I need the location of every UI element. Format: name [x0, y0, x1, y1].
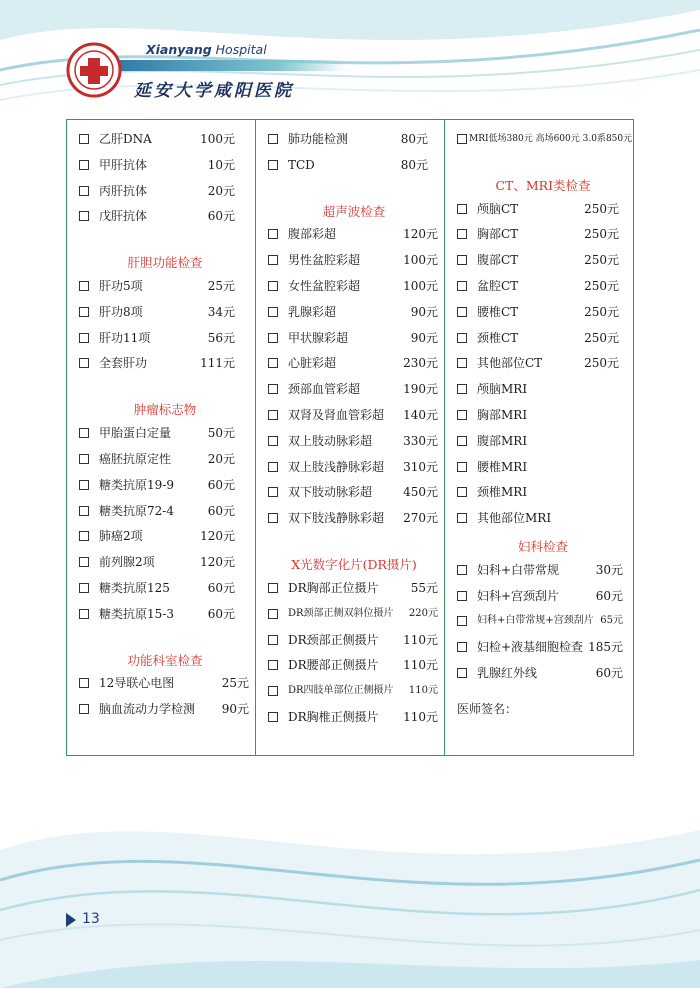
item-price: 250元: [584, 279, 619, 294]
item-price: 250元: [584, 304, 619, 319]
item-price: 90元: [221, 702, 249, 717]
item-name: 甲肝抗体: [99, 157, 148, 172]
checkbox-icon[interactable]: [268, 229, 278, 239]
checkbox-icon[interactable]: [268, 487, 278, 497]
section-title: X光数字化片(DR摄片): [291, 557, 417, 573]
item-price: 90元: [410, 304, 438, 319]
item-price: 450元: [403, 485, 438, 500]
checkbox-icon[interactable]: [268, 358, 278, 368]
item-price: 30元: [595, 562, 623, 577]
item-name: 乳腺红外线: [477, 666, 538, 681]
item-name: 女性盆腔彩超: [288, 279, 361, 294]
item-name: 丙肝抗体: [99, 183, 148, 198]
item-name: DR胸部正位摄片: [288, 580, 379, 595]
checkbox-icon[interactable]: [457, 384, 467, 394]
item-name: 妇科+宫颈刮片: [477, 588, 560, 603]
item-name: 颈椎CT: [477, 330, 519, 345]
item-name: 肝功5项: [99, 279, 143, 294]
item-price: 80元: [400, 157, 428, 172]
item-name: 盆腔CT: [477, 279, 519, 294]
checkbox-icon[interactable]: [457, 307, 467, 317]
item-price: 120元: [403, 227, 438, 242]
checkbox-icon[interactable]: [268, 712, 278, 722]
item-name: DR胸椎正侧摄片: [288, 709, 379, 724]
item-name: 乙肝DNA: [99, 132, 152, 146]
checkbox-icon[interactable]: [268, 255, 278, 265]
item-name: 双下肢动脉彩超: [288, 485, 373, 500]
item-price: 20元: [207, 183, 235, 198]
section-title: CT、MRI类检查: [495, 177, 591, 193]
checkbox-icon[interactable]: [457, 281, 467, 291]
item-name: DR颈部正侧摄片: [288, 632, 379, 647]
column-divider: [444, 120, 445, 755]
item-price: 140元: [403, 408, 438, 423]
checkbox-icon[interactable]: [268, 436, 278, 446]
checkbox-icon[interactable]: [457, 462, 467, 472]
item-name: 12导联心电图: [99, 676, 175, 691]
checkbox-icon[interactable]: [268, 160, 278, 170]
hospital-logo-icon: [66, 42, 122, 98]
item-price: 330元: [403, 433, 438, 448]
checkbox-icon[interactable]: [79, 358, 89, 368]
item-name: 糖类抗原15-3: [99, 606, 174, 621]
checkbox-icon[interactable]: [457, 134, 467, 144]
item-name: 腹部彩超: [288, 227, 337, 242]
item-name: 糖类抗原125: [99, 580, 170, 595]
item-price: 60元: [207, 503, 235, 518]
column-divider: [255, 120, 256, 755]
checkbox-icon[interactable]: [457, 642, 467, 652]
checkbox-icon[interactable]: [268, 686, 278, 696]
checkbox-icon[interactable]: [79, 211, 89, 221]
checkbox-icon[interactable]: [268, 134, 278, 144]
checkbox-icon[interactable]: [268, 660, 278, 670]
item-name: 肝功8项: [99, 304, 143, 319]
item-price: 60元: [207, 209, 235, 224]
item-price: 270元: [403, 511, 438, 526]
item-name: DR颈部正侧双斜位摄片: [288, 607, 394, 619]
item-price: 60元: [207, 580, 235, 595]
item-name: 双下肢浅静脉彩超: [288, 511, 385, 526]
checkbox-icon[interactable]: [79, 609, 89, 619]
item-price: 250元: [584, 253, 619, 268]
item-name: 心脏彩超: [288, 356, 337, 371]
checkbox-icon[interactable]: [79, 281, 89, 291]
checkbox-icon[interactable]: [457, 565, 467, 575]
item-name: 颈椎MRI: [477, 485, 528, 500]
checkbox-icon[interactable]: [268, 609, 278, 619]
item-name: 癌胚抗原定性: [99, 451, 172, 466]
item-price: 230元: [403, 356, 438, 371]
item-price: 60元: [207, 606, 235, 621]
checkbox-icon[interactable]: [457, 204, 467, 214]
item-price: 60元: [595, 666, 623, 681]
item-price: 110元: [403, 658, 438, 673]
item-name: 颅脑MRI: [477, 382, 528, 397]
checkbox-icon[interactable]: [268, 307, 278, 317]
section-title: 超声波检查: [322, 203, 386, 219]
checkbox-icon[interactable]: [268, 333, 278, 343]
checkbox-icon[interactable]: [268, 635, 278, 645]
checkbox-icon[interactable]: [457, 229, 467, 239]
checkbox-icon[interactable]: [268, 384, 278, 394]
item-name: DR腰部正侧摄片: [288, 658, 379, 673]
checkbox-icon[interactable]: [79, 333, 89, 343]
doctor-signature-label: 医师签名：: [457, 701, 518, 716]
checkbox-icon[interactable]: [79, 704, 89, 714]
item-price: 250元: [584, 330, 619, 345]
item-name: 双上肢动脉彩超: [288, 433, 373, 448]
item-name: 胸部CT: [477, 227, 519, 242]
hospital-header: [66, 40, 306, 100]
item-price: 34元: [207, 304, 235, 319]
item-price: 310元: [403, 459, 438, 474]
checkbox-icon[interactable]: [268, 410, 278, 420]
hospital-english-name: Xianyang Hospital: [146, 42, 267, 57]
section-title: 肿瘤标志物: [133, 402, 197, 418]
item-name: 其他部位MRI: [477, 511, 552, 526]
checkbox-icon[interactable]: [79, 480, 89, 490]
checkbox-icon[interactable]: [268, 462, 278, 472]
item-price: 120元: [200, 555, 235, 570]
checkbox-icon[interactable]: [79, 506, 89, 516]
checkbox-icon[interactable]: [79, 531, 89, 541]
item-price: 65元: [600, 615, 623, 627]
item-price: 250元: [584, 227, 619, 242]
item-name: 男性盆腔彩超: [288, 253, 361, 268]
item-price: 190元: [403, 382, 438, 397]
item-name: 糖类抗原19-9: [99, 477, 174, 492]
checkbox-icon[interactable]: [457, 255, 467, 265]
item-price: 56元: [207, 330, 235, 345]
section-title: 妇科检查: [517, 539, 568, 555]
checkbox-icon[interactable]: [79, 160, 89, 170]
item-name: TCD: [288, 157, 315, 172]
hospital-chinese-name: 延安大学咸阳医院: [134, 81, 294, 101]
item-name: 甲胎蛋白定量: [99, 426, 172, 441]
item-name: 妇科+白带常规+宫颈刮片: [477, 615, 594, 627]
item-name: 肝功11项: [99, 330, 151, 345]
checkbox-icon[interactable]: [79, 307, 89, 317]
item-name: 肺癌2项: [99, 529, 143, 544]
item-name: 腹部MRI: [477, 433, 528, 448]
item-price: 25元: [221, 676, 249, 691]
checkbox-icon[interactable]: [457, 487, 467, 497]
item-name: 乳腺彩超: [288, 304, 337, 319]
checkbox-icon[interactable]: [79, 557, 89, 567]
price-table: [66, 119, 634, 756]
item-name: 颅脑CT: [477, 201, 519, 216]
item-name: 腹部CT: [477, 253, 519, 268]
item-price: 25元: [207, 279, 235, 294]
item-price: 60元: [595, 588, 623, 603]
item-price: 100元: [403, 279, 438, 294]
item-name: 妇科+白带常规: [477, 562, 560, 577]
checkbox-icon[interactable]: [79, 186, 89, 196]
checkbox-icon[interactable]: [79, 583, 89, 593]
item-price: 185元: [588, 640, 623, 655]
item-name: 肺功能检测: [288, 132, 349, 146]
checkbox-icon[interactable]: [268, 513, 278, 523]
item-name: MRI低场380元 高场600元 3.0系850元: [469, 134, 633, 144]
item-price: 80元: [400, 132, 428, 146]
item-price: 60元: [207, 477, 235, 492]
item-name: 腰椎CT: [477, 304, 519, 319]
item-price: 111元: [200, 356, 235, 371]
item-name: 戊肝抗体: [99, 209, 148, 224]
item-name: 颈部血管彩超: [288, 382, 361, 397]
checkbox-icon[interactable]: [457, 513, 467, 523]
item-name: 双肾及肾血管彩超: [288, 408, 385, 423]
item-price: 110元: [403, 632, 438, 647]
item-name: 全套肝功: [99, 356, 148, 371]
item-price: 50元: [207, 426, 235, 441]
page-number: 13: [82, 911, 100, 927]
item-price: 110元: [408, 685, 438, 697]
item-price: 55元: [410, 580, 438, 595]
item-price: 20元: [207, 451, 235, 466]
checkbox-icon[interactable]: [79, 134, 89, 144]
item-price: 250元: [584, 356, 619, 371]
checkbox-icon[interactable]: [457, 616, 467, 626]
item-name: 糖类抗原72-4: [99, 503, 174, 518]
checkbox-icon[interactable]: [268, 281, 278, 291]
item-name: 其他部位CT: [477, 356, 543, 371]
checkbox-icon[interactable]: [457, 333, 467, 343]
header-bar: [116, 60, 346, 71]
checkbox-icon[interactable]: [457, 668, 467, 678]
item-price: 90元: [410, 330, 438, 345]
checkbox-icon[interactable]: [268, 583, 278, 593]
item-price: 10元: [207, 157, 235, 172]
item-price: 100元: [403, 253, 438, 268]
item-price: 250元: [584, 201, 619, 216]
item-price: 100元: [200, 132, 235, 146]
section-title: 功能科室检查: [127, 652, 203, 668]
checkbox-icon[interactable]: [79, 454, 89, 464]
checkbox-icon[interactable]: [79, 678, 89, 688]
checkbox-icon[interactable]: [457, 410, 467, 420]
item-name: 甲状腺彩超: [288, 330, 349, 345]
item-name: 腰椎MRI: [477, 459, 528, 474]
item-name: 脑血流动力学检测: [99, 702, 196, 717]
checkbox-icon[interactable]: [79, 428, 89, 438]
item-price: 120元: [200, 529, 235, 544]
item-name: 妇检+液基细胞检查: [477, 640, 584, 655]
section-title: 肝胆功能检查: [127, 255, 203, 271]
footer-wave-decoration: [0, 790, 700, 988]
page-arrow-icon: [66, 913, 76, 927]
checkbox-icon[interactable]: [457, 436, 467, 446]
item-price: 220元: [408, 607, 438, 619]
item-name: 胸部MRI: [477, 408, 528, 423]
checkbox-icon[interactable]: [457, 358, 467, 368]
checkbox-icon[interactable]: [457, 591, 467, 601]
item-name: 双上肢浅静脉彩超: [288, 459, 385, 474]
item-price: 110元: [403, 709, 438, 724]
item-name: DR四肢单部位正侧摄片: [288, 685, 394, 697]
item-name: 前列腺2项: [99, 555, 155, 570]
